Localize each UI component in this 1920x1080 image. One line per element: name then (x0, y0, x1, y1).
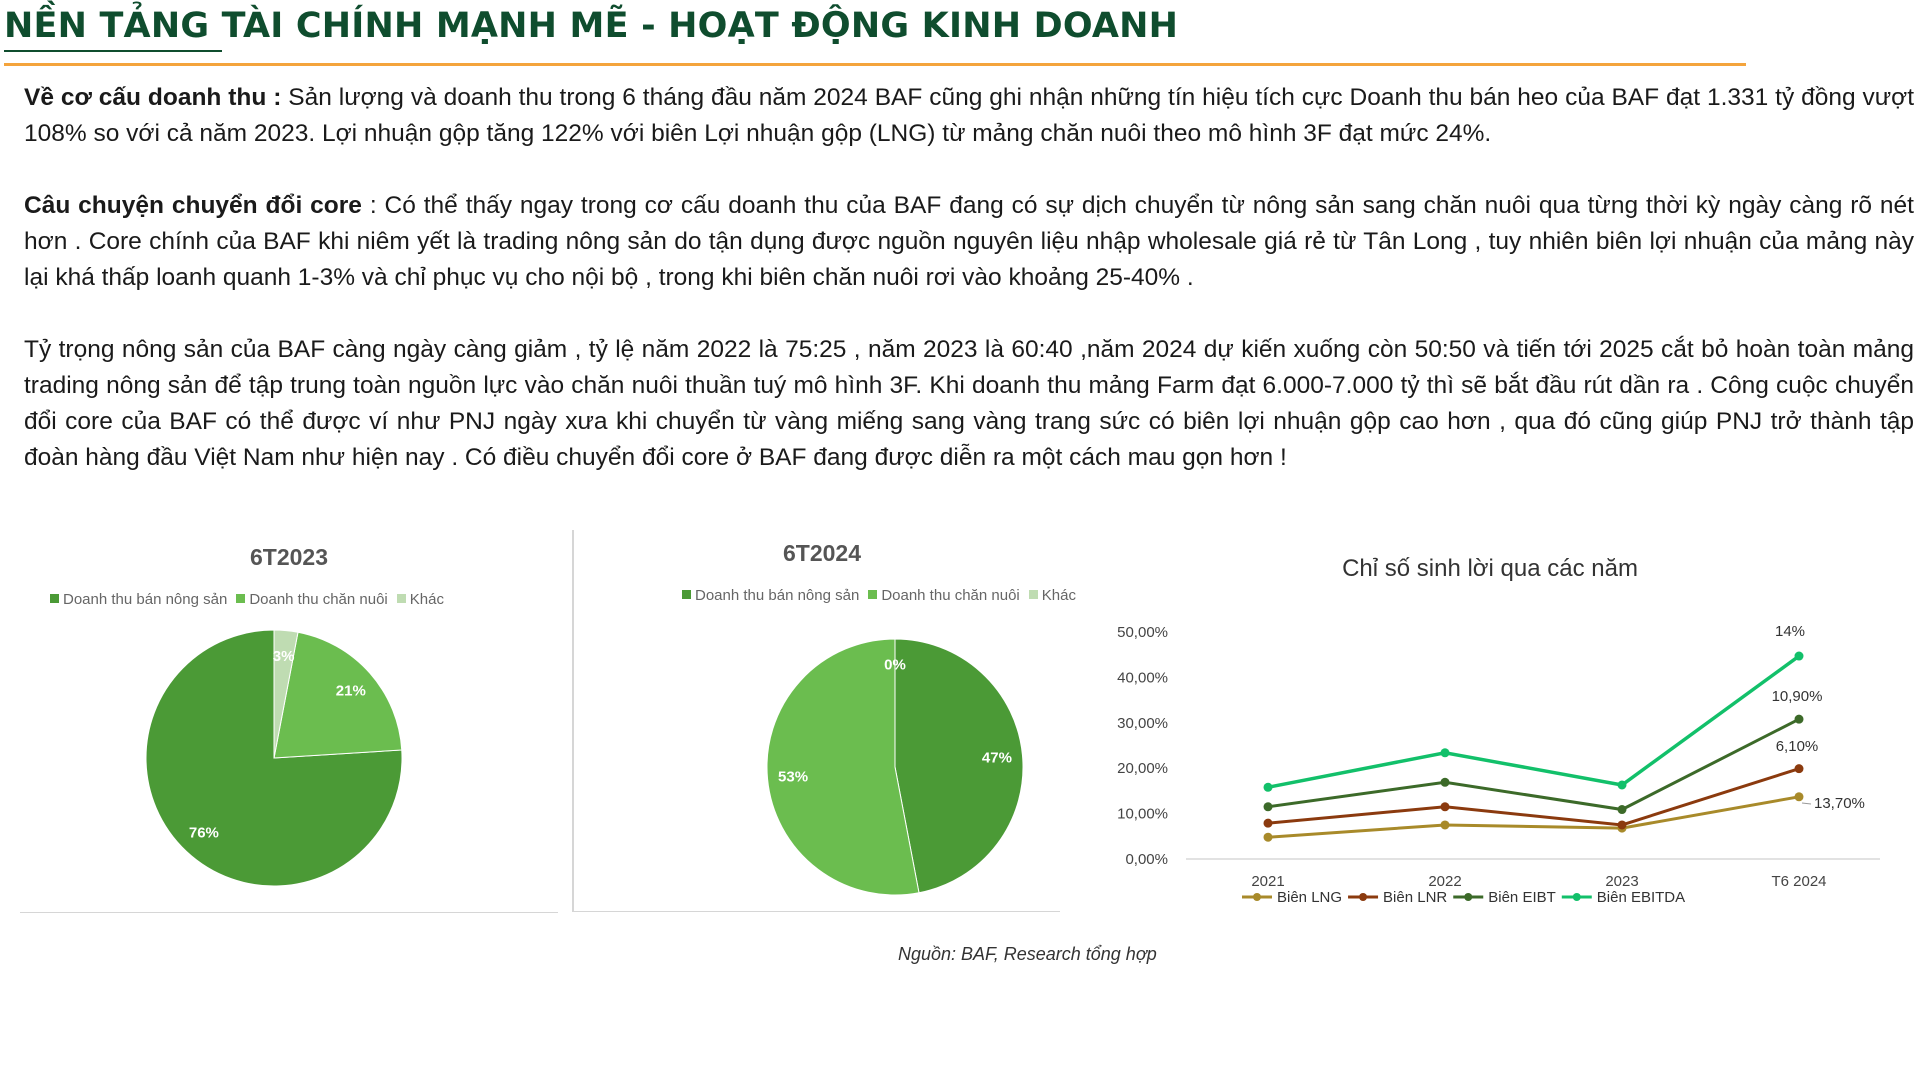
legend-label: Biên EBITDA (1596, 889, 1686, 906)
chart-title: 6T2024 (782, 540, 861, 566)
legend-marker (1253, 893, 1261, 901)
data-point (1618, 820, 1627, 829)
data-point (1264, 802, 1273, 811)
chart-title: 6T2023 (249, 544, 328, 570)
data-point (1618, 780, 1627, 789)
panel-divider (574, 911, 1060, 912)
legend-item (682, 587, 859, 604)
x-tick-label: T6 2024 (1771, 873, 1827, 890)
legend-item (1029, 587, 1076, 604)
y-tick-label: 30,00% (1117, 714, 1168, 732)
data-point (1441, 802, 1450, 811)
legend-marker (1359, 893, 1367, 901)
panel-divider (572, 530, 574, 912)
header-divider (4, 63, 1746, 66)
data-annotation: 6,10% (1775, 738, 1819, 755)
pie-chart-6t2024 (584, 532, 1076, 912)
body-text (24, 80, 1914, 512)
data-annotation: 10,90% (1771, 688, 1823, 705)
legend-item (868, 587, 1019, 604)
paragraph-lead: Câu chuyện chuyển đổi core (24, 192, 362, 219)
chart-legend (682, 587, 1085, 604)
legend-label: Biên LNR (1383, 889, 1448, 906)
data-point (1795, 792, 1804, 801)
legend-label: Doanh thu chăn nuôi (881, 587, 1020, 604)
legend-label: Doanh thu bán nông sản (63, 591, 228, 608)
legend-marker (1573, 893, 1581, 901)
legend-swatch (1029, 590, 1038, 599)
pie-svg (584, 608, 1060, 912)
legend-label: Doanh thu bán nông sản (695, 587, 860, 604)
paragraph-lead: Về cơ cấu doanh thu : (24, 84, 282, 111)
line-chart (1090, 600, 1910, 920)
data-point (1795, 715, 1804, 724)
data-point (1441, 748, 1450, 757)
y-tick-label: 0,00% (1125, 851, 1168, 868)
paragraph-core-transition (24, 188, 1914, 296)
data-annotation: 13,70% (1814, 795, 1865, 812)
data-point (1264, 833, 1273, 842)
pie-data-label: 0% (884, 656, 906, 674)
legend-swatch (50, 594, 59, 603)
legend-swatch (397, 594, 406, 603)
legend-marker (1464, 893, 1472, 901)
pie-data-label: 53% (778, 768, 809, 786)
data-point (1441, 778, 1450, 787)
pie-data-label: 3% (272, 648, 295, 666)
data-point (1618, 805, 1627, 814)
paragraph-body: Tỷ trọng nông sản của BAF càng ngày càng giảm , tỷ lệ năm 2022 là 75:25 , năm 2023 là 60:40 ,năm 2024 dự kiến xuống còn 50:50 và tiến tới 2025 cắt bỏ hoàn toàn mảng trading nông sản để tập trung toàn nguồn lực vào chăn nuôi thuần tuý mô hình 3F. Khi doanh thu mảng Farm đạt 6.000-7.000 tỷ thì sẽ bắt đầu rút dần ra . Công cuộc chuyển đổi core của BAF có thể được ví như PNJ ngày xưa khi chuyển từ vàng miếng sang vàng trang sức có biên lợi nhuận gộp cao hơn , qua đó cũng giúp PNJ trở thành tập đoàn hàng đầu Việt Nam như hiện nay . Có điều chuyển đổi core ở BAF đang được diễn ra một cách mau gọn hơn ! (24, 336, 1914, 471)
data-point (1264, 819, 1273, 828)
x-tick-label: 2021 (1251, 873, 1285, 890)
data-point (1795, 652, 1804, 661)
paragraph-body: : Có thể thấy ngay trong cơ cấu doanh thu của BAF đang có sự dịch chuyển từ nông sản sang chăn nuôi qua từng thời kỳ ngày càng rõ nét hơn . Core chính của BAF khi niêm yết là trading nông sản do tận dụng được nguồn nguyên liệu nhập wholesale giá rẻ từ Tân Long , tuy nhiên biên lợi nhuận của mảng này lại khá thấp loanh quanh 1-3% và chỉ phục vụ cho nội bộ , trong khi biên chăn nuôi rơi vào khoảng 25-40% . (24, 192, 1914, 291)
pie-data-label: 47% (981, 749, 1012, 767)
y-tick-label: 10,00% (1117, 805, 1168, 823)
paragraph-revenue-structure (24, 80, 1914, 152)
legend-item (397, 591, 444, 608)
legend-item (236, 591, 387, 608)
legend-label: Doanh thu chăn nuôi (249, 591, 388, 608)
data-annotation: 14% (1774, 623, 1806, 640)
series-line (1268, 719, 1799, 809)
legend-swatch (236, 594, 245, 603)
paragraph-body: Sản lượng và doanh thu trong 6 tháng đầu năm 2024 BAF cũng ghi nhận những tín hiệu tích cực Doanh thu bán heo của BAF đạt 1.331 tỷ đồng vượt 108% so với cả năm 2023. Lợi nhuận gộp tăng 122% với biên Lợi nhuận gộp (LNG) từ mảng chăn nuôi theo mô hình 3F đạt mức 24%. (24, 84, 1914, 147)
paragraph-agri-share (24, 332, 1914, 476)
data-point (1795, 764, 1804, 773)
pie-data-label: 21% (335, 682, 366, 700)
chart-title: Chỉ số sinh lời qua các năm (1342, 555, 1638, 582)
legend-label: Khác (1041, 587, 1076, 604)
legend-swatch (682, 590, 691, 599)
panel-divider (20, 912, 558, 913)
data-point (1441, 820, 1450, 829)
page-title: NỀN TẢNG TÀI CHÍNH MẠNH MẼ - HOẠT ĐỘNG KINH DOANH (4, 6, 1179, 46)
chart-legend (50, 591, 453, 608)
source-note: Nguồn: BAF, Research tổng hợp (898, 944, 1157, 964)
y-tick-label: 50,00% (1117, 624, 1168, 641)
series-line (1268, 656, 1799, 787)
data-point (1264, 783, 1273, 792)
pie-data-label: 76% (188, 824, 219, 842)
y-tick-label: 40,00% (1117, 669, 1168, 687)
legend-label: Biên LNG (1277, 889, 1343, 906)
legend-swatch (868, 590, 877, 599)
pie-svg (20, 612, 558, 912)
y-tick-label: 20,00% (1117, 760, 1168, 778)
title-underline (4, 50, 222, 52)
legend-label: Biên EIBT (1488, 889, 1556, 906)
x-tick-label: 2022 (1428, 873, 1462, 890)
legend-label: Khác (409, 591, 444, 608)
pie-chart-6t2023 (20, 536, 558, 912)
x-tick-label: 2023 (1605, 873, 1639, 890)
annotation-leader (1802, 803, 1811, 804)
legend-item (50, 591, 227, 608)
